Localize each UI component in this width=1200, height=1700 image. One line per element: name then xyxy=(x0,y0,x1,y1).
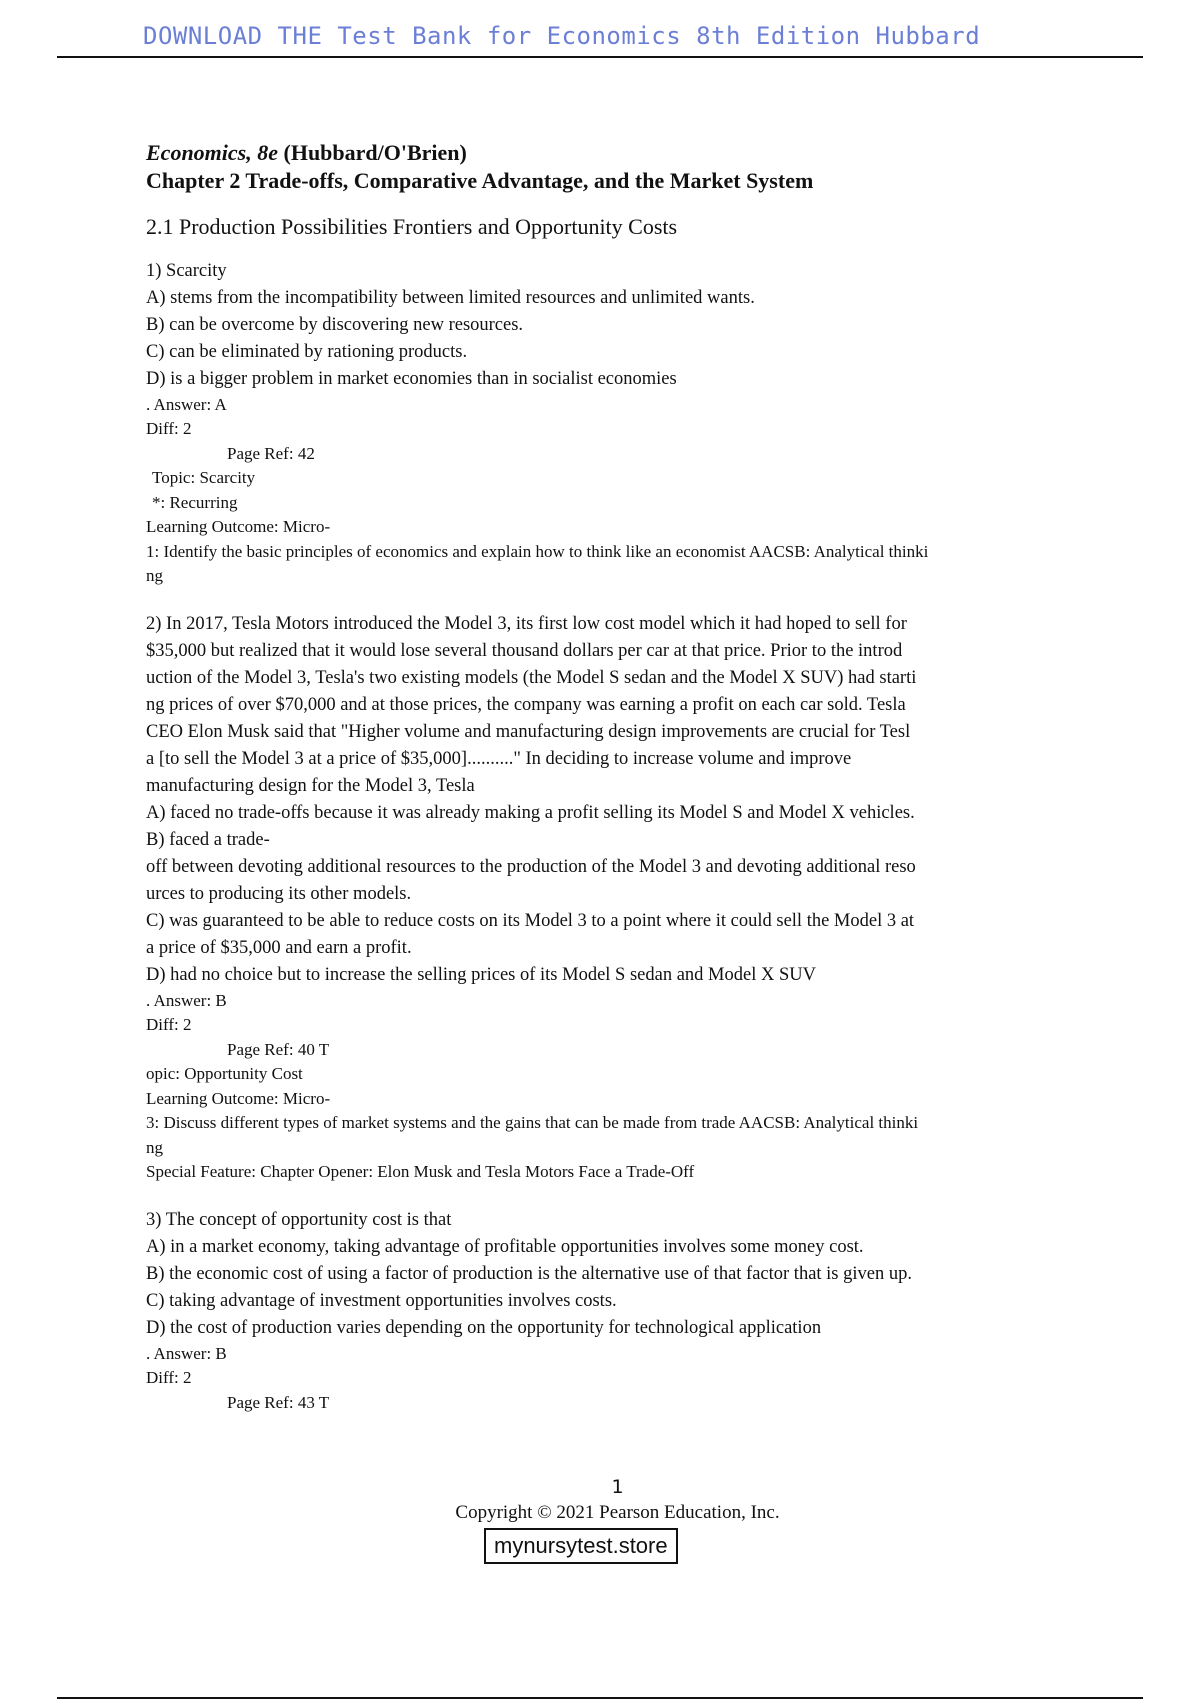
topic: Topic: Scarcity xyxy=(152,468,256,488)
bottom-rule xyxy=(57,1697,1143,1699)
question-1 xyxy=(146,258,1081,589)
option-c-continued: a price of $35,000 and earn a profit. xyxy=(146,937,412,958)
question-stem-line: uction of the Model 3, Tesla's two existing models (the Model S sedan and the Model X SUV) had starti xyxy=(146,667,917,688)
learning-outcome-tail: ng xyxy=(146,566,163,586)
question-stem-line: CEO Elon Musk said that "Higher volume and manufacturing design improvements are crucial for Tesl xyxy=(146,721,911,742)
option-d: D) is a bigger problem in market economies than in socialist economies xyxy=(146,368,677,389)
question-3 xyxy=(146,1207,1081,1416)
learning-outcome: Learning Outcome: Micro- xyxy=(146,517,331,537)
option-c: C) was guaranteed to be able to reduce costs on its Model 3 to a point where it could sell the Model 3 at xyxy=(146,910,915,931)
answer: . Answer: B xyxy=(146,1343,227,1363)
chapter-title: Chapter 2 Trade-offs, Comparative Advantage, and the Market System xyxy=(146,168,814,194)
question-stem-line: manufacturing design for the Model 3, Tesla xyxy=(146,775,475,796)
difficulty: Diff: 2 xyxy=(146,1368,192,1388)
option-b-continued: off between devoting additional resources to the production of the Model 3 and devoting additional reso xyxy=(146,856,916,877)
option-a: A) faced no trade-offs because it was already making a profit selling its Model S and Model X vehicles. xyxy=(146,802,915,823)
learning-outcome: Learning Outcome: Micro- xyxy=(146,1088,331,1108)
question-stem: 3) The concept of opportunity cost is that xyxy=(146,1209,452,1230)
option-a: A) in a market economy, taking advantage of profitable opportunities involves some money cost. xyxy=(146,1236,864,1257)
question-stem-line: a [to sell the Model 3 at a price of $35,000].........." In deciding to increase volume and improve xyxy=(146,748,852,769)
site-watermark-link[interactable]: mynursytest.store xyxy=(484,1528,678,1564)
question-stem-line: 2) In 2017, Tesla Motors introduced the Model 3, its first low cost model which it had hoped to sell for xyxy=(146,613,907,634)
page-ref: Page Ref: 43 T xyxy=(227,1392,330,1412)
question-stem-line: $35,000 but realized that it would lose several thousand dollars per car at that price. Prior to the introd xyxy=(146,640,903,661)
recurring-flag: *: Recurring xyxy=(152,492,238,512)
question-2 xyxy=(146,611,1081,1185)
learning-outcome-detail: 1: Identify the basic principles of economics and explain how to think like an economist AACSB: Analytical thinki xyxy=(146,541,929,561)
download-banner[interactable]: DOWNLOAD THE Test Bank for Economics 8th Edition Hubbard xyxy=(143,22,981,50)
answer: . Answer: A xyxy=(146,394,227,414)
copyright-notice: Copyright © 2021 Pearson Education, Inc. xyxy=(455,1502,780,1523)
document-body xyxy=(146,140,1081,1437)
book-title-italic: Economics, 8e xyxy=(146,140,278,165)
book-title-authors: (Hubbard/O'Brien) xyxy=(278,140,467,165)
book-title xyxy=(146,140,1081,166)
special-feature: Special Feature: Chapter Opener: Elon Musk and Tesla Motors Face a Trade-Off xyxy=(146,1162,695,1182)
question-stem: 1) Scarcity xyxy=(146,260,227,281)
option-b: B) can be overcome by discovering new resources. xyxy=(146,314,524,335)
answer: . Answer: B xyxy=(146,990,227,1010)
page-ref: Page Ref: 40 T xyxy=(227,1039,330,1059)
question-stem-line: ng prices of over $70,000 and at those prices, the company was earning a profit on each car sold. Tesla xyxy=(146,694,906,715)
topic: opic: Opportunity Cost xyxy=(146,1064,303,1084)
option-d: D) the cost of production varies depending on the opportunity for technological application xyxy=(146,1317,822,1338)
option-c: C) can be eliminated by rationing products. xyxy=(146,341,468,362)
page-number: 1 xyxy=(611,1476,624,1498)
option-d: D) had no choice but to increase the selling prices of its Model S sedan and Model X SUV xyxy=(146,964,816,985)
option-b: B) faced a trade- xyxy=(146,829,270,850)
learning-outcome-detail: 3: Discuss different types of market systems and the gains that can be made from trade AACSB: Analytical thinki xyxy=(146,1113,919,1133)
difficulty: Diff: 2 xyxy=(146,1015,192,1035)
section-title: 2.1 Production Possibilities Frontiers and Opportunity Costs xyxy=(146,213,678,239)
top-rule xyxy=(57,56,1143,58)
learning-outcome-tail: ng xyxy=(146,1137,163,1157)
option-b-continued: urces to producing its other models. xyxy=(146,883,412,904)
option-a: A) stems from the incompatibility between limited resources and unlimited wants. xyxy=(146,287,755,308)
page-ref: Page Ref: 42 xyxy=(227,443,315,463)
option-c: C) taking advantage of investment opportunities involves costs. xyxy=(146,1290,617,1311)
option-b: B) the economic cost of using a factor of production is the alternative use of that factor that is given up. xyxy=(146,1263,912,1284)
difficulty: Diff: 2 xyxy=(146,419,192,439)
